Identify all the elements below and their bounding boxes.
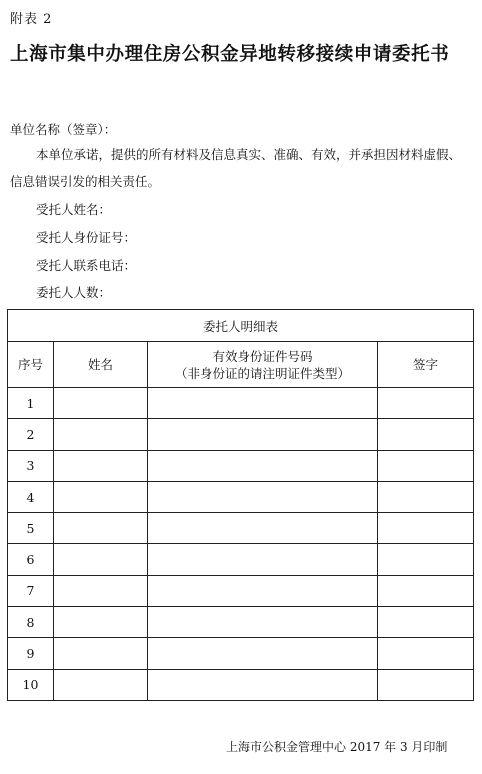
row-name-cell[interactable] — [54, 638, 148, 669]
footer-note: 上海市公积金管理中心 2017 年 3 月印制 — [226, 740, 448, 754]
row-number: 9 — [8, 638, 54, 669]
header-signature: 签字 — [378, 342, 474, 388]
table-row — [8, 575, 474, 606]
row-id-cell[interactable] — [148, 638, 378, 669]
row-id-cell[interactable] — [148, 388, 378, 419]
row-number: 8 — [8, 607, 54, 638]
table-caption: 委托人明细表 — [8, 310, 474, 342]
row-id-cell[interactable] — [148, 481, 378, 512]
row-id-cell[interactable] — [148, 513, 378, 544]
row-signature-cell[interactable] — [378, 388, 474, 419]
row-signature-cell[interactable] — [378, 669, 474, 700]
table-row — [8, 607, 474, 638]
row-number: 10 — [8, 669, 54, 700]
row-name-cell[interactable] — [54, 481, 148, 512]
row-number: 4 — [8, 481, 54, 512]
row-name-cell[interactable] — [54, 575, 148, 606]
row-signature-cell[interactable] — [378, 513, 474, 544]
row-name-cell[interactable] — [54, 388, 148, 419]
header-name: 姓名 — [54, 342, 148, 388]
table-row — [8, 638, 474, 669]
header-id-number — [148, 342, 378, 388]
row-signature-cell[interactable] — [378, 450, 474, 481]
header-id-line-2: （非身份证的请注明证件类型） — [174, 365, 350, 381]
row-signature-cell[interactable] — [378, 638, 474, 669]
principal-detail-table — [7, 309, 474, 701]
row-name-cell[interactable] — [54, 450, 148, 481]
row-id-cell[interactable] — [148, 544, 378, 575]
row-name-cell[interactable] — [54, 419, 148, 450]
commitment-text-line-1: 本单位承诺，提供的所有材料及信息真实、准确、有效，并承担因材料虚假、 — [36, 147, 462, 162]
row-number: 6 — [8, 544, 54, 575]
table-row — [8, 388, 474, 419]
row-id-cell[interactable] — [148, 607, 378, 638]
table-row — [8, 419, 474, 450]
table-row — [8, 513, 474, 544]
header-seq: 序号 — [8, 342, 54, 388]
row-signature-cell[interactable] — [378, 607, 474, 638]
row-id-cell[interactable] — [148, 669, 378, 700]
commitment-text-line-2: 信息错误引发的相关责任。 — [10, 174, 161, 189]
row-name-cell[interactable] — [54, 669, 148, 700]
row-signature-cell[interactable] — [378, 544, 474, 575]
row-signature-cell[interactable] — [378, 481, 474, 512]
table-row — [8, 450, 474, 481]
row-name-cell[interactable] — [54, 544, 148, 575]
row-id-cell[interactable] — [148, 450, 378, 481]
row-id-cell[interactable] — [148, 575, 378, 606]
row-id-cell[interactable] — [148, 419, 378, 450]
principal-count-label: 委托人人数： — [36, 285, 112, 300]
annex-label: 附表 2 — [10, 12, 53, 27]
row-number: 1 — [8, 388, 54, 419]
row-name-cell[interactable] — [54, 607, 148, 638]
trustee-id-label: 受托人身份证号： — [36, 230, 137, 245]
trustee-name-label: 受托人姓名： — [36, 202, 112, 217]
unit-name-label: 单位名称（签章）： — [10, 122, 117, 137]
row-name-cell[interactable] — [54, 513, 148, 544]
row-number: 7 — [8, 575, 54, 606]
row-signature-cell[interactable] — [378, 575, 474, 606]
trustee-phone-label: 受托人联系电话： — [36, 258, 137, 273]
document-title: 上海市集中办理住房公积金异地转移接续申请委托书 — [10, 44, 450, 65]
table-row — [8, 481, 474, 512]
row-number: 5 — [8, 513, 54, 544]
table-row — [8, 544, 474, 575]
header-id-line-1: 有效身份证件号码 — [212, 348, 313, 364]
row-number: 2 — [8, 419, 54, 450]
table-row — [8, 669, 474, 700]
row-number: 3 — [8, 450, 54, 481]
row-signature-cell[interactable] — [378, 419, 474, 450]
